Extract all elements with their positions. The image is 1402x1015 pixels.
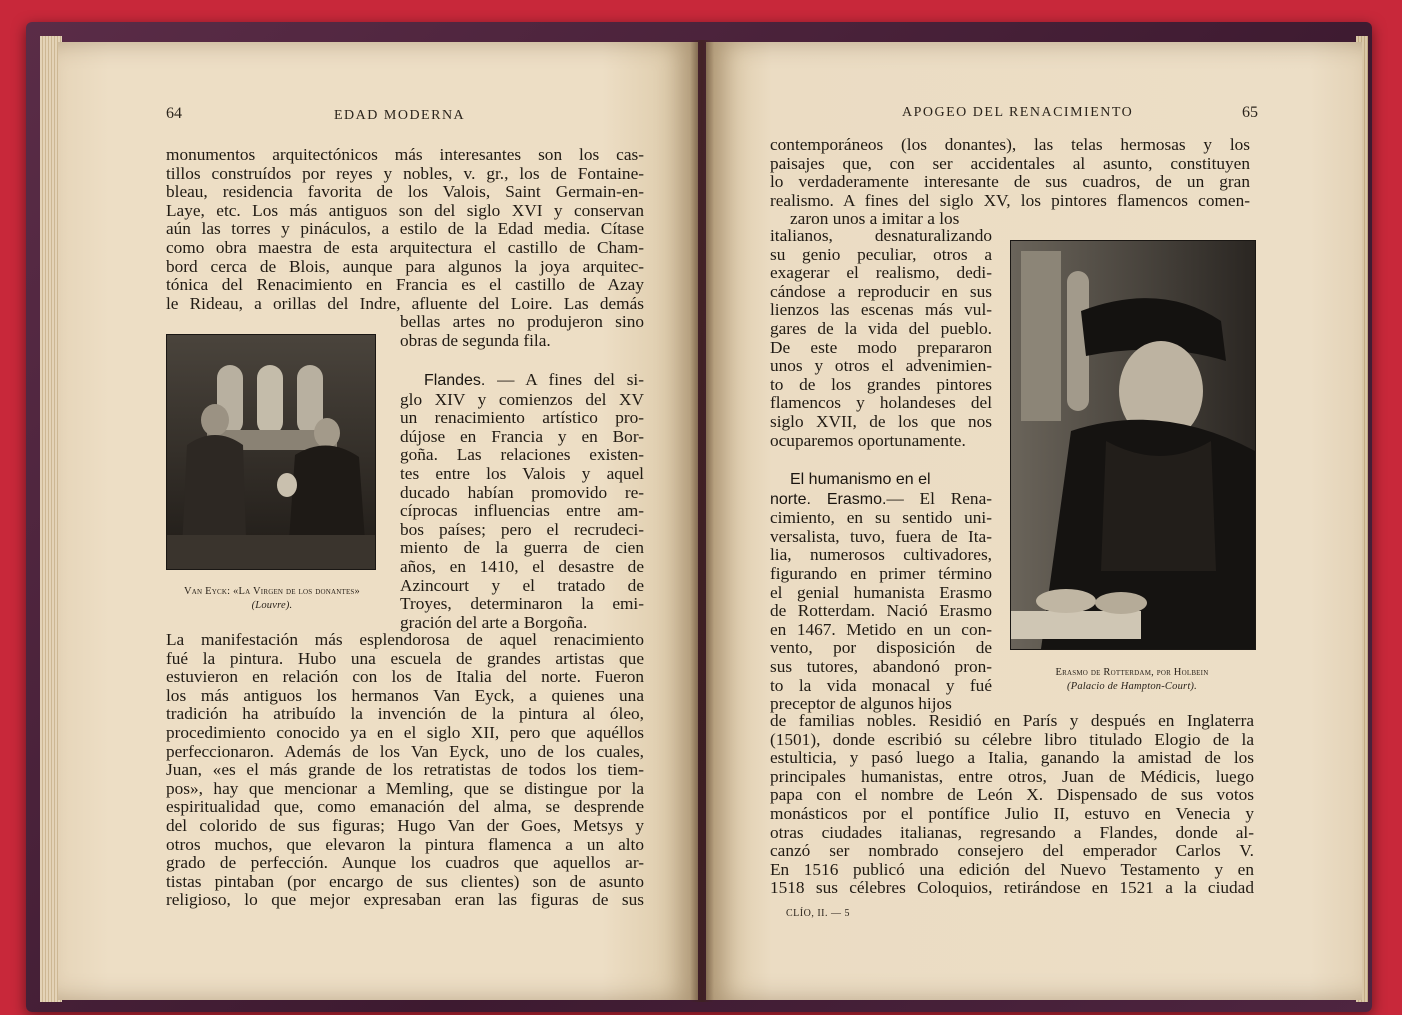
- text-line: sus tutores, abandonó pron-: [770, 656, 992, 676]
- right-caption-location: (Palacio de Hampton-Court).: [1067, 681, 1197, 692]
- left-figure-caption: [156, 585, 388, 613]
- text-line: pos», hay que mencionar a Memling, que se distingue por la: [166, 778, 644, 798]
- text-line: monásticos por el pontífice Julio II, estuvo en Venecia y: [770, 803, 1254, 823]
- text-line: vento, por disposición de: [770, 638, 992, 658]
- text-line: religioso, lo que mejor expresaban eran las figuras de sus: [166, 890, 644, 910]
- text-line: lia, numerosos cultivadores,: [770, 545, 992, 565]
- text-line: bos países; pero el recrudeci-: [400, 519, 644, 539]
- text-line: bellas artes no produjeron sino: [400, 312, 644, 331]
- text-line: del colorido de sus figuras; Hugo Van der Goes, Metsys y: [166, 815, 644, 835]
- text-line: preceptor de algunos hijos: [770, 694, 952, 714]
- text-line: de familias nobles. Residió en París y después en Inglaterra: [770, 711, 1254, 730]
- text-line: estuvieron en relación con los de Italia del norte. Fueron: [166, 667, 644, 687]
- erasmus-portrait-image: [1010, 240, 1256, 650]
- text-line: lienzos las escenas más vul-: [770, 300, 992, 320]
- text-line: el genial humanista Erasmo: [770, 582, 992, 602]
- right-caption-title: Erasmo de Rotterdam, por Holbein: [1055, 667, 1209, 678]
- text-line: tradición ha atribuído la invención de la pintura al óleo,: [166, 704, 644, 724]
- text-line: tónica del Renacimiento en Francia es el castillo de Azay: [166, 275, 644, 295]
- text-line: perfeccionaron. Además de los Van Eyck, uno de los cuales,: [166, 741, 644, 761]
- text-line: contemporáneos (los donantes), las telas hermosas y los: [770, 135, 1250, 154]
- text-line: (1501), donde escribió su célebre libro titulado Elogio de la: [770, 729, 1254, 749]
- running-head-left: EDAD MODERNA: [334, 108, 466, 123]
- text-line: unos y otros el advenimien-: [770, 356, 992, 376]
- text-line: tes entre los Valois y aquel: [400, 463, 644, 483]
- text-line: italianos, desnaturalizando: [770, 226, 992, 245]
- right-page: [706, 42, 1362, 1000]
- text-line: un renacimiento artístico pro-: [400, 408, 644, 428]
- text-line: años, en 1410, el desastre de: [400, 556, 644, 576]
- text-line: zaron unos a imitar a los: [790, 209, 960, 229]
- humanismo-heading-line1: [770, 470, 992, 490]
- text-line: 1518 sus célebres Coloquios, retirándose en 1521 a la ciudad: [770, 878, 1254, 898]
- painting-illustration: [167, 335, 375, 569]
- signature-mark: CLÍO, II. — 5: [786, 908, 850, 919]
- text-line: lo verdaderamente interesante de sus cuadros, de un gran: [770, 172, 1250, 192]
- text-line: dújose en Francia y en Bor-: [400, 426, 644, 446]
- text-line: bleau, residencia favorita de los Valois, Saint Germain-en-: [166, 182, 644, 202]
- text-line: ducado habían promovido re-: [400, 482, 644, 502]
- text-line: siglo XVII, de los que nos: [770, 411, 992, 431]
- right-paragraph-beside-figure: [770, 227, 992, 450]
- text-line: Juan, «es el más grande de los retratistas de todos los tiem-: [166, 760, 644, 780]
- text-line: Laye, etc. Los más antiguos son del siglo XVI y conservan: [166, 200, 644, 220]
- text-line: ocuparemos oportunamente.: [770, 430, 966, 450]
- text-line: flamencos y holandeses del: [770, 393, 992, 413]
- left-caption-location: (Louvre).: [251, 600, 293, 611]
- flandes-first-line: Flandes. — A fines del si-: [424, 370, 644, 389]
- text-line: procedimiento conocido ya en el siglo XII, pero que aquéllos: [166, 722, 644, 742]
- text-line: realismo. A fines del siglo XV, los pintores flamencos comen-: [770, 190, 1250, 210]
- text-line: cándose a reproducir en sus: [770, 281, 992, 301]
- text-line: canzó ser nombrado consejero del emperador Carlos V.: [770, 841, 1254, 861]
- text-line: su genio peculiar, otros a: [770, 244, 992, 264]
- left-paragraph-beside-figure: [400, 313, 644, 350]
- text-line: de Rotterdam. Nació Erasmo: [770, 601, 992, 621]
- text-line: tillos construídos por reyes y nobles, v. gr., los de Fontaine-: [166, 163, 644, 183]
- text-line: le Rideau, a orillas del Indre, afluente del Loire. Las demás: [166, 293, 644, 313]
- text-line: glo XIV y comienzos del XV: [400, 389, 644, 409]
- portrait-illustration: [1011, 241, 1255, 649]
- right-figure-caption: [1010, 666, 1254, 694]
- text-line: figurando en primer término: [770, 563, 992, 583]
- left-caption-title: Van Eyck: «La Virgen de los donantes»: [184, 586, 360, 597]
- right-paragraph-top: [770, 136, 1250, 229]
- running-head-right: APOGEO DEL RENACIMIENTO: [902, 105, 1134, 120]
- text-line: La manifestación más esplendorosa de aquel renacimiento: [166, 630, 644, 649]
- text-line: paisajes que, con ser accidentales al asunto, constituyen: [770, 153, 1250, 173]
- text-line: grado de perfección. Aunque los cuadros que aquellos ar-: [166, 853, 644, 873]
- text-line: bord cerca de Blois, aunque para algunos la joya arquitec-: [166, 256, 644, 276]
- text-line: goña. Las relaciones existen-: [400, 445, 644, 465]
- left-paragraph-bottom: [166, 631, 644, 910]
- text-line: otras ciudades italianas, regresando a Flandes, donde al-: [770, 822, 1254, 842]
- text-line: De este modo prepararon: [770, 337, 992, 357]
- text-line: tistas pintaban (por encargo de sus clientes) son de asunto: [166, 871, 644, 891]
- text-line: Troyes, determinaron la emi-: [400, 594, 644, 614]
- left-page: [58, 42, 698, 1000]
- text-line: gares de la vida del pueblo.: [770, 318, 992, 338]
- flandes-section: [400, 371, 644, 632]
- text-line: papa con el nombre de León X. Dispensado de sus votos: [770, 785, 1254, 805]
- humanismo-heading-2: norte. Erasmo.: [770, 490, 887, 508]
- text-line: cíprocas influencias entre am-: [400, 501, 644, 521]
- van-eyck-painting-image: [166, 334, 376, 570]
- humanismo-heading-line2-row: norte. Erasmo.— El Rena-: [770, 488, 992, 508]
- text-line: aún las torres y pináculos, a estilo de la Edad media. Cítase: [166, 219, 644, 239]
- text-line: como obra maestra de esta arquitectura el castillo de Cham-: [166, 237, 644, 257]
- text-line: estulticia, y pasó luego a Italia, ganando la amistad de los: [770, 748, 1254, 768]
- text-line: cimiento, en su sentido uni-: [770, 508, 992, 528]
- text-line: otros muchos, que elevaron la pintura flamenca a un alto: [166, 834, 644, 854]
- text-line: En 1516 publicó una edición del Nuevo Testamento y en: [770, 859, 1254, 879]
- page-number-left: 64: [166, 105, 182, 122]
- text-line: to de los grandes pintores: [770, 374, 992, 394]
- flandes-heading: Flandes.: [424, 372, 486, 389]
- text-line: en 1467. Metido en un con-: [770, 619, 992, 639]
- right-paragraph-bottom: [770, 712, 1254, 898]
- text-line: Azincourt y el tratado de: [400, 575, 644, 595]
- text-line: los más antiguos los hermanos Van Eyck, a quienes una: [166, 685, 644, 705]
- page-number-right: 65: [1242, 104, 1258, 121]
- left-paragraph-top: [166, 146, 644, 313]
- text-line: gración del arte a Borgoña.: [400, 612, 588, 632]
- text-line: exagerar el realismo, dedi-: [770, 263, 992, 283]
- text-line: fué la pintura. Hubo una escuela de grandes artistas que: [166, 648, 644, 668]
- text-line: monumentos arquitectónicos más interesantes son los cas-: [166, 145, 644, 164]
- book-gutter: [690, 40, 714, 1002]
- text-line: espiritualidad que, como emanación del alma, se desprende: [166, 797, 644, 817]
- text-line: obras de segunda fila.: [400, 330, 551, 350]
- humanismo-section: [770, 470, 992, 714]
- text-line: versalista, tuvo, fuera de Ita-: [770, 526, 992, 546]
- text-line: miento de la guerra de cien: [400, 538, 644, 558]
- humanismo-heading: El humanismo en el: [790, 471, 931, 488]
- text-line: to la vida monacal y fué: [770, 675, 992, 695]
- text-line: principales humanistas, entre otros, Juan de Médicis, luego: [770, 766, 1254, 786]
